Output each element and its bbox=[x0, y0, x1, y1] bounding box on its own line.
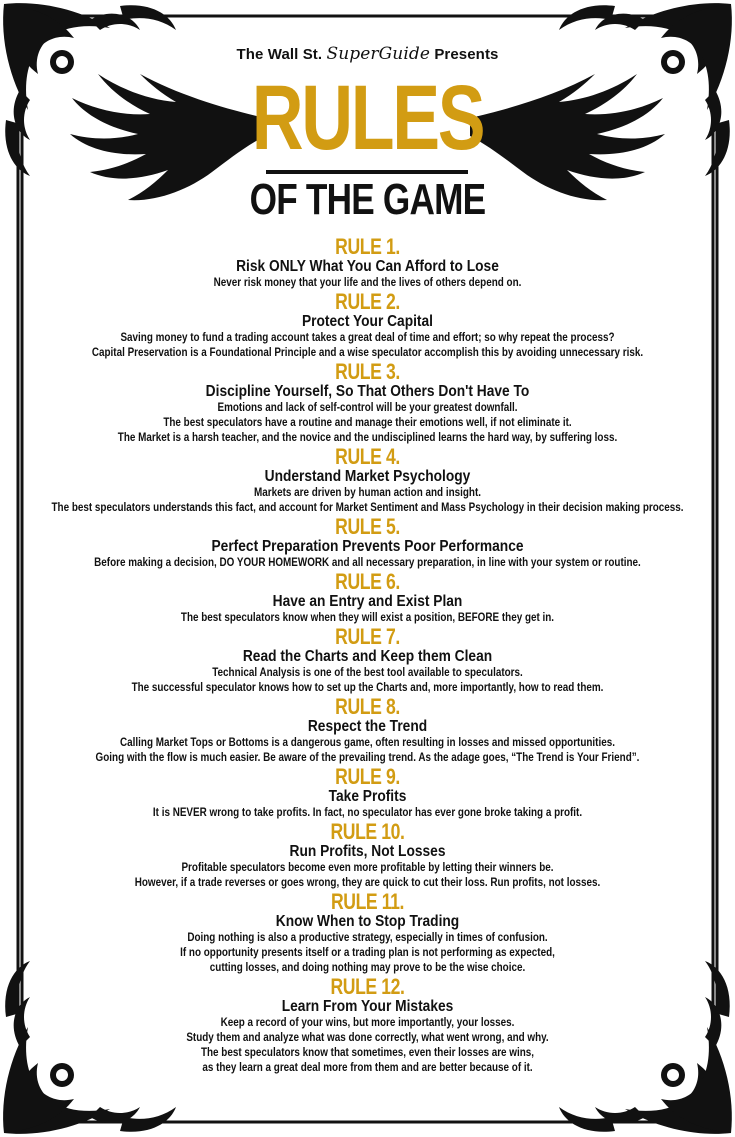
rule-heading: Know When to Stop Trading bbox=[275, 913, 460, 930]
rule-heading: Have an Entry and Exist Plan bbox=[272, 593, 463, 610]
rule-description-line: The Market is a harsh teacher, and the novice and the undisciplined learns the hard way, by suffering loss. bbox=[117, 432, 618, 444]
presents-suffix: Presents bbox=[434, 46, 499, 63]
rule-description-line: Technical Analysis is one of the best tool available to speculators. bbox=[212, 667, 523, 679]
rule-item bbox=[0, 516, 735, 571]
rule-heading: Risk ONLY What You Can Afford to Lose bbox=[236, 258, 499, 275]
rule-item bbox=[0, 291, 735, 361]
rule-heading: Perfect Preparation Prevents Poor Performance bbox=[211, 538, 524, 555]
rule-number: RULE 6. bbox=[335, 569, 400, 594]
rule-description-line: Going with the flow is much easier. Be aware of the prevailing trend. As the adage goes, “The Trend is Your Friend”. bbox=[95, 752, 640, 764]
rule-item bbox=[0, 361, 735, 446]
rule-item bbox=[0, 976, 735, 1076]
rule-description-line: However, if a trade reverses or goes wrong, they are quick to cut their loss. Run profits, not losses. bbox=[134, 877, 601, 889]
rule-description-line: Never risk money that your life and the lives of others depend on. bbox=[213, 277, 522, 289]
rule-description-line: Keep a record of your wins, but more importantly, your losses. bbox=[220, 1017, 515, 1029]
rule-description-line: Doing nothing is also a productive strategy, especially in times of confusion. bbox=[187, 932, 548, 944]
rule-description-line: It is NEVER wrong to take profits. In fact, no speculator has ever gone broke taking a profit. bbox=[152, 807, 583, 819]
page-title: RULES bbox=[251, 67, 484, 169]
rule-description-line: The successful speculator knows how to set up the Charts and, more importantly, how to read them. bbox=[131, 682, 604, 694]
rule-item bbox=[0, 766, 735, 821]
rule-item bbox=[0, 891, 735, 976]
rule-number: RULE 5. bbox=[335, 514, 400, 539]
rule-description-line: Capital Preservation is a Foundational Principle and a wise speculator accomplish this by avoiding unnecessary risk. bbox=[91, 347, 644, 359]
rule-number: RULE 12. bbox=[330, 974, 405, 999]
rule-number: RULE 3. bbox=[335, 359, 400, 384]
rule-description-line: Study them and analyze what was done correctly, what went wrong, and why. bbox=[186, 1032, 549, 1044]
rule-number: RULE 11. bbox=[330, 889, 405, 914]
rule-number: RULE 8. bbox=[335, 694, 400, 719]
rule-item bbox=[0, 236, 735, 291]
rule-item bbox=[0, 696, 735, 766]
rule-heading: Respect the Trend bbox=[307, 718, 428, 735]
rule-number: RULE 4. bbox=[335, 444, 400, 469]
rule-description-line: If no opportunity presents itself or a trading plan is not performing as expected, bbox=[180, 947, 555, 959]
rule-description-line: Before making a decision, DO YOUR HOMEWORK and all necessary preparation, in line with your system or routine. bbox=[94, 557, 641, 569]
rule-description-line: Profitable speculators become even more profitable by letting their winners be. bbox=[181, 862, 554, 874]
rule-heading: Read the Charts and Keep them Clean bbox=[242, 648, 493, 665]
rule-description-line: The best speculators understands this fact, and account for Market Sentiment and Mass Psychology in their decision making process. bbox=[51, 502, 684, 514]
rule-number: RULE 2. bbox=[335, 289, 400, 314]
rule-heading: Protect Your Capital bbox=[301, 313, 433, 330]
rule-number: RULE 7. bbox=[335, 624, 400, 649]
page-subtitle: OF THE GAME bbox=[249, 175, 486, 224]
rule-item bbox=[0, 821, 735, 891]
rule-description-line: Calling Market Tops or Bottoms is a dangerous game, often resulting in losses and missed opportunities. bbox=[120, 737, 615, 749]
rule-heading: Run Profits, Not Losses bbox=[289, 843, 446, 860]
rule-number: RULE 9. bbox=[335, 764, 400, 789]
rule-description-line: as they learn a great deal more from them and are better because of it. bbox=[202, 1062, 533, 1074]
title-divider bbox=[266, 170, 468, 174]
brand-script: SuperGuide bbox=[326, 44, 431, 64]
rule-heading: Discipline Yourself, So That Others Don't Have To bbox=[205, 383, 530, 400]
rule-description-line: The best speculators know that sometimes, even their losses are wins, bbox=[200, 1047, 535, 1059]
rule-description-line: Markets are driven by human action and insight. bbox=[254, 487, 481, 499]
rule-number: RULE 1. bbox=[335, 234, 400, 259]
rule-heading: Learn From Your Mistakes bbox=[281, 998, 454, 1015]
rules-list bbox=[0, 236, 735, 1076]
presents-prefix: The Wall St. bbox=[236, 46, 323, 63]
presents-line bbox=[0, 44, 735, 64]
rule-description-line: cutting losses, and doing nothing may prove to be the wise choice. bbox=[209, 962, 526, 974]
rule-description-line: Emotions and lack of self-control will be your greatest downfall. bbox=[217, 402, 518, 414]
rule-item bbox=[0, 571, 735, 626]
rule-description-line: Saving money to fund a trading account takes a great deal of time and effort; so why repeat the process? bbox=[120, 332, 615, 344]
rule-item bbox=[0, 446, 735, 516]
rule-number: RULE 10. bbox=[330, 819, 405, 844]
rule-heading: Take Profits bbox=[328, 788, 407, 805]
rule-description-line: The best speculators know when they will exist a position, BEFORE they get in. bbox=[180, 612, 555, 624]
rule-heading: Understand Market Psychology bbox=[264, 468, 471, 485]
rule-description-line: The best speculators have a routine and manage their emotions well, if not eliminate it. bbox=[163, 417, 572, 429]
rule-item bbox=[0, 626, 735, 696]
